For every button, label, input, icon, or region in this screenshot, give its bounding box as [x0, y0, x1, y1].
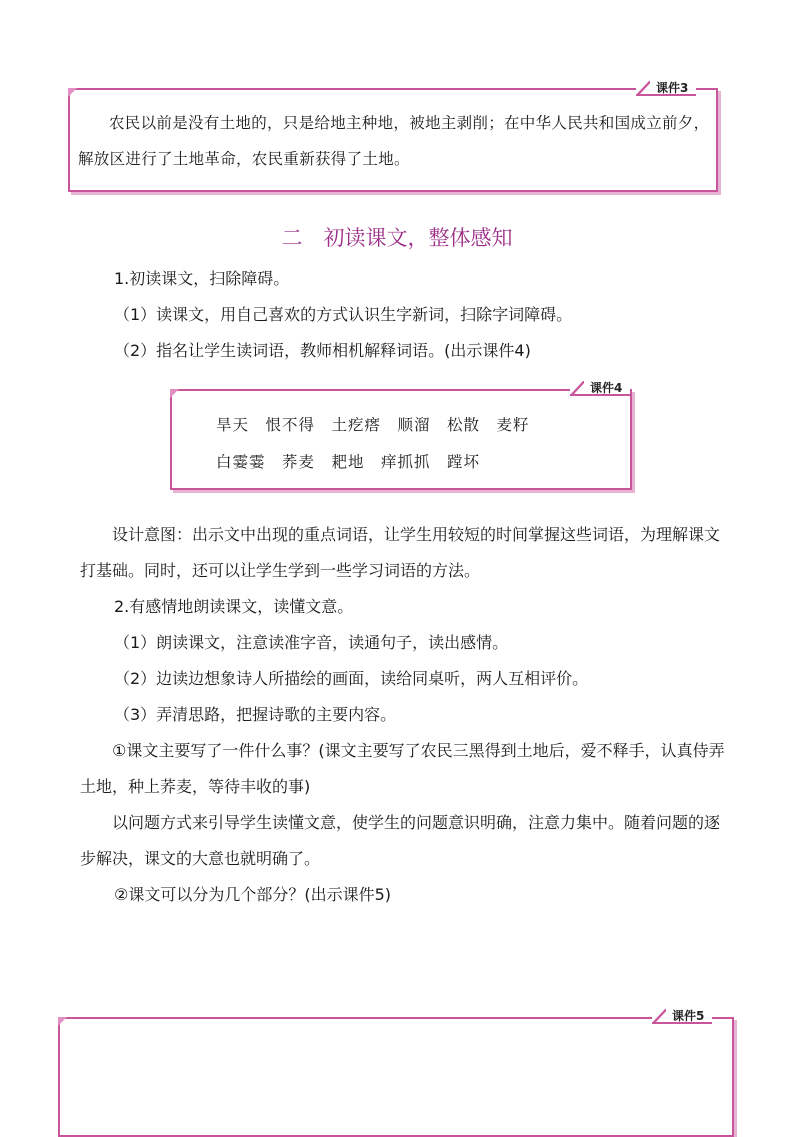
- vocabulary-line-2: 白霎霎 荞麦 耙地 痒抓抓 蹚坏: [216, 453, 481, 471]
- section-heading: 二 初读课文，整体感知: [281, 226, 513, 250]
- paragraph-3: （2）指名让学生读词语，教师相机解释词语。(出示课件4): [114, 341, 531, 360]
- design-intent-paragraph: 设计意图：出示文中出现的重点词语，让学生用较短的时间掌握这些词语，为理解课文打基础。同时，还可以让学生学到一些学习词语的方法。: [80, 525, 721, 580]
- paragraph-8: （3）弄清思路，把握诗歌的主要内容。: [114, 705, 397, 724]
- paragraph-2: （1）读课文，用自己喜欢的方式认识生字新词，扫除字词障碍。: [114, 305, 573, 324]
- question-1-paragraph: ①课文主要写了一件什么事？(课文主要写了农民三黑得到土地后，爱不释手，认真侍弄土地，种上荞麦，等待丰收的事): [80, 741, 725, 796]
- courseware-5-box: [58, 1017, 734, 1137]
- courseware-4-tag: 课件4: [570, 381, 630, 396]
- paragraph-6: （1）朗读课文，注意读准字音，读通句子，读出感情。: [114, 633, 509, 652]
- method-paragraph: 以问题方式来引导学生读懂文意，使学生的问题意识明确，注意力集中。随着问题的逐步解决，课文的大意也就明确了。: [80, 813, 721, 868]
- paragraph-1: 1.初读课文，扫除障碍。: [114, 269, 290, 288]
- courseware-3-text: 农民以前是没有土地的，只是给地主种地，被地主剥削；在中华人民共和国成立前夕，解放区进行了土地革命，农民重新获得了土地。: [78, 114, 710, 168]
- paragraph-7: （2）边读边想象诗人所描绘的画面，读给同桌听，两人互相评价。: [114, 669, 589, 688]
- courseware-5-tag: 课件5: [652, 1009, 712, 1024]
- vocabulary-line-1: 旱天 恨不得 土疙瘩 顺溜 松散 麦籽: [216, 416, 530, 434]
- courseware-3-tag: 课件3: [636, 81, 696, 96]
- question-2-paragraph: ②课文可以分为几个部分？(出示课件5): [114, 885, 392, 904]
- paragraph-5: 2.有感情地朗读课文，读懂文意。: [114, 597, 354, 616]
